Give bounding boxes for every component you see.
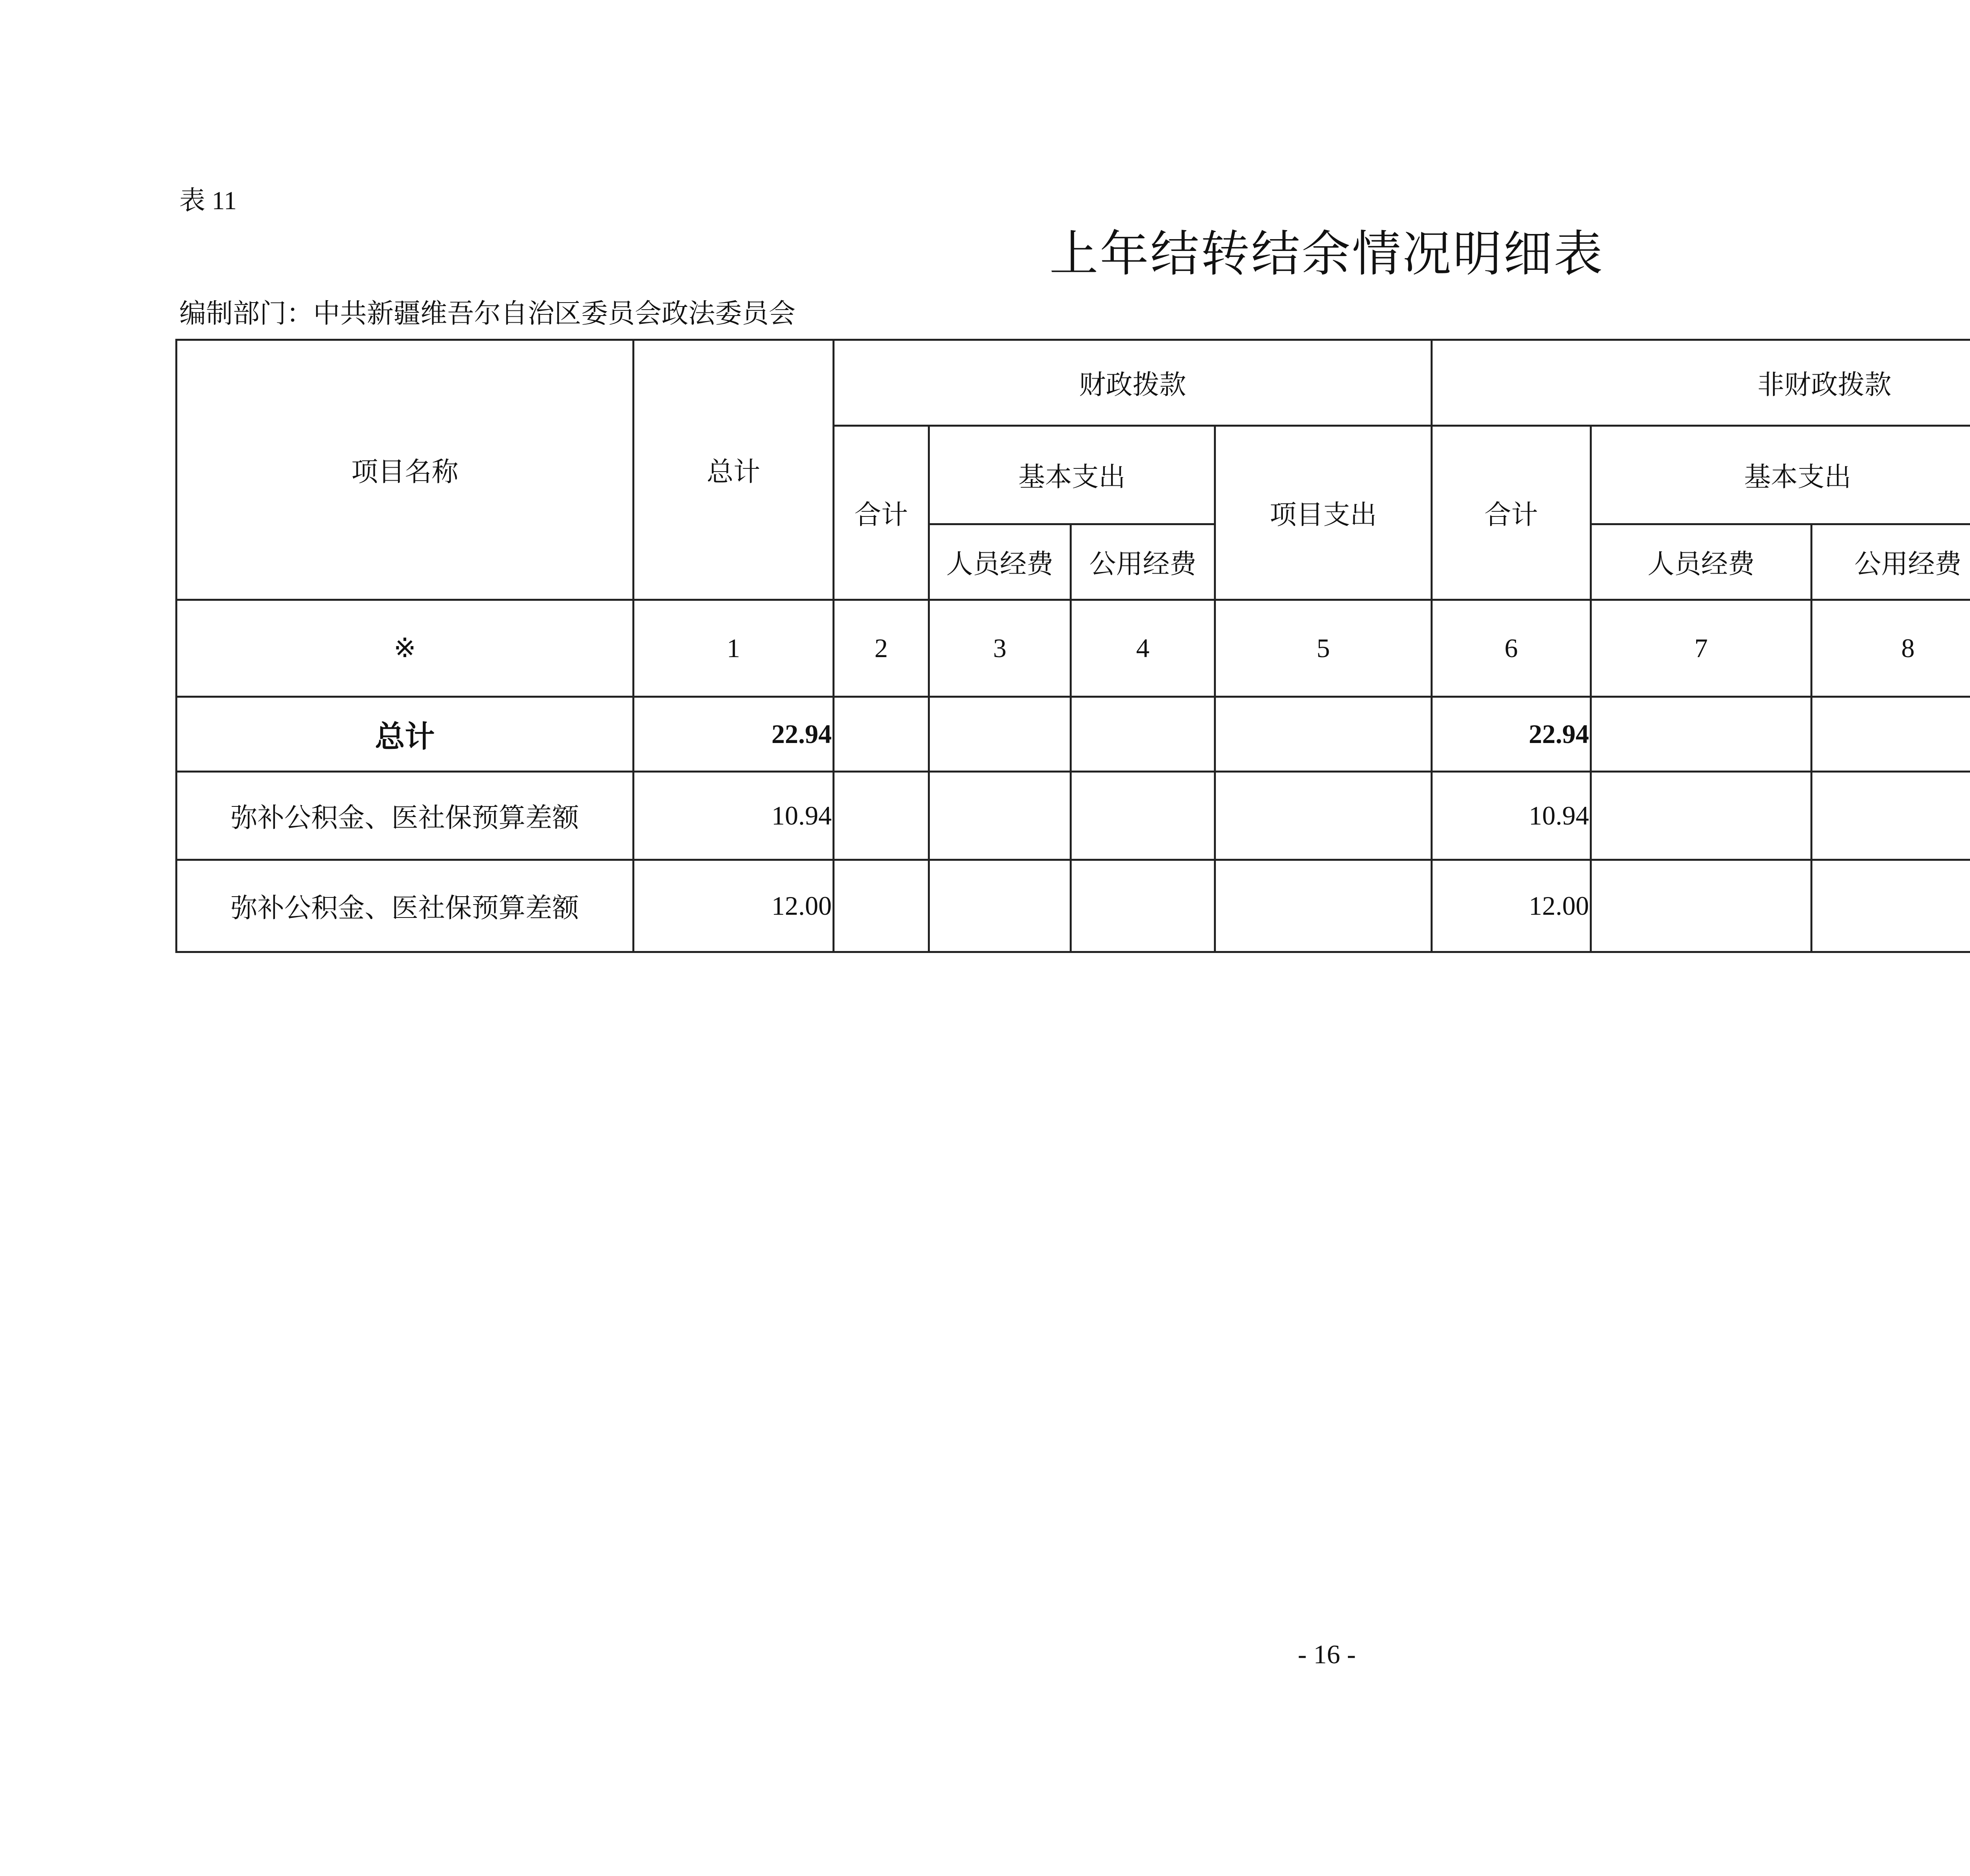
header-total: 总计 [634, 340, 834, 600]
value-cell [1812, 860, 1970, 952]
value-cell [1215, 772, 1432, 860]
value-cell [834, 697, 929, 772]
value-cell [1591, 860, 1812, 952]
index-row [177, 600, 1970, 697]
value-cell [1215, 860, 1432, 952]
header-nonfiscal-subtotal: 合计 [1432, 426, 1591, 600]
header-fiscal-public: 公用经费 [1071, 524, 1215, 600]
index-cell: 8 [1812, 600, 1970, 697]
header-fiscal-subtotal: 合计 [834, 426, 929, 600]
header-fiscal: 财政拨款 [834, 340, 1432, 426]
value-cell [1812, 772, 1970, 860]
header-row-1 [177, 340, 1970, 426]
value-cell: 12.00 [1432, 860, 1591, 952]
value-cell [1215, 697, 1432, 772]
table-row [177, 860, 1970, 952]
value-cell [929, 772, 1071, 860]
header-non-fiscal: 非财政拨款 [1432, 340, 1970, 426]
value-cell [1071, 860, 1215, 952]
value-cell [834, 772, 929, 860]
department-label: 编制部门：中共新疆维吾尔自治区委员会政法委员会 [179, 299, 796, 329]
index-cell: 7 [1591, 600, 1812, 697]
value-cell [1591, 772, 1812, 860]
row-name: 弥补公积金、医社保预算差额 [177, 772, 634, 860]
value-cell: 10.94 [1432, 772, 1591, 860]
header-nonfiscal-public: 公用经费 [1812, 524, 1970, 600]
header-fiscal-personnel: 人员经费 [929, 524, 1071, 600]
value-cell [929, 860, 1071, 952]
value-cell [1591, 697, 1812, 772]
value-cell: 22.94 [1432, 697, 1591, 772]
value-cell [1071, 697, 1215, 772]
page-title: 上年结转结余情况明细表 [1049, 226, 1604, 282]
value-cell [1071, 772, 1215, 860]
row-name: 总计 [177, 697, 634, 772]
page-number: - 16 - [1297, 1639, 1356, 1669]
value-cell [929, 697, 1071, 772]
table-label: 表 11 [179, 186, 237, 215]
value-cell: 12.00 [634, 860, 834, 952]
value-cell: 10.94 [634, 772, 834, 860]
total-row [177, 697, 1970, 772]
index-cell: ※ [177, 600, 634, 697]
index-cell: 2 [834, 600, 929, 697]
header-fiscal-project: 项目支出 [1215, 426, 1432, 600]
header-fiscal-basic: 基本支出 [929, 426, 1215, 524]
index-cell: 5 [1215, 600, 1432, 697]
table-row [177, 772, 1970, 860]
header-nonfiscal-personnel: 人员经费 [1591, 524, 1812, 600]
index-cell: 4 [1071, 600, 1215, 697]
carryover-detail-table [175, 339, 1970, 953]
header-project-name: 项目名称 [177, 340, 634, 600]
index-cell: 3 [929, 600, 1071, 697]
index-cell: 1 [634, 600, 834, 697]
index-cell: 6 [1432, 600, 1591, 697]
header-nonfiscal-basic: 基本支出 [1591, 426, 1970, 524]
value-cell [834, 860, 929, 952]
row-name: 弥补公积金、医社保预算差额 [177, 860, 634, 952]
value-cell [1812, 697, 1970, 772]
value-cell: 22.94 [634, 697, 834, 772]
